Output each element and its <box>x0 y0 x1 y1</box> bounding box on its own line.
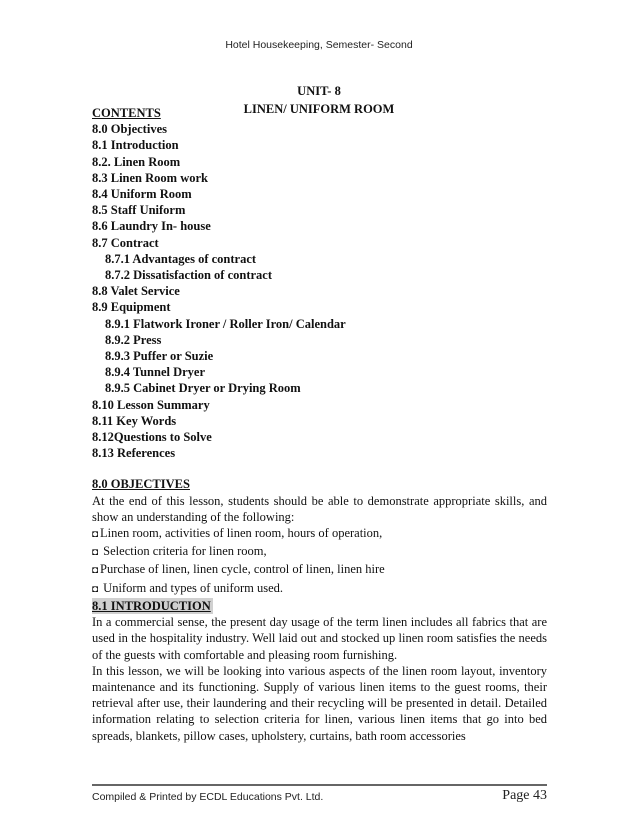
contents-item: 8.7 Contract <box>92 235 159 250</box>
footer-divider <box>92 784 547 786</box>
bullet-mark-icon: ◘ <box>92 547 99 559</box>
objective-bullet-text: Linen room, activities of linen room, hours of operation, <box>100 526 383 541</box>
contents-heading: CONTENTS <box>92 106 161 120</box>
objective-bullet-text: Selection criteria for linen room, <box>100 544 267 559</box>
objective-bullet <box>92 543 547 561</box>
bullet-mark-icon: ◘ <box>92 583 99 595</box>
objectives-intro: At the end of this lesson, students should be able to demonstrate appropriate skills, and show an understanding of the following: <box>92 493 547 524</box>
contents-item: 8.5 Staff Uniform <box>92 203 186 218</box>
objective-bullet-text: Purchase of linen, linen cycle, control of linen, linen hire <box>100 562 385 577</box>
unit-number: UNIT- 8 <box>297 84 341 98</box>
objectives-heading: 8.0 OBJECTIVES <box>92 477 190 492</box>
contents-item: 8.9.3 Puffer or Suzie <box>105 349 214 364</box>
page-number: Page 43 <box>502 788 547 803</box>
contents-item: 8.13 References <box>92 446 176 461</box>
contents-item: 8.2. Linen Room <box>92 154 181 169</box>
contents-list <box>92 121 547 461</box>
contents-item: 8.7.2 Dissatisfaction of contract <box>105 268 272 283</box>
objectives-bullets <box>92 525 547 598</box>
introduction-para-1: In a commercial sense, the present day usage of the term linen includes all fabrics that are used in the hospitality industry. Well laid out and stocked up linen room satisfies the needs of the guests with comfortable and pleasing room furnishing. <box>92 615 547 662</box>
bullet-mark-icon: ◘ <box>92 529 99 541</box>
contents-item: 8.9.5 Cabinet Dryer or Drying Room <box>105 381 301 396</box>
objective-bullet-text: Uniform and types of uniform used. <box>100 580 283 595</box>
contents-item: 8.0 Objectives <box>92 122 167 137</box>
contents-item: 8.3 Linen Room work <box>92 170 208 185</box>
contents-item: 8.7.1 Advantages of contract <box>105 251 257 266</box>
contents-item: 8.6 Laundry In- house <box>92 219 211 234</box>
page-content <box>92 105 547 744</box>
contents-item: 8.9 Equipment <box>92 300 171 315</box>
contents-item: 8.10 Lesson Summary <box>92 397 210 412</box>
objective-bullet <box>92 561 547 579</box>
contents-item: 8.4 Uniform Room <box>92 187 192 202</box>
objective-bullet <box>92 525 547 543</box>
introduction-heading: 8.1 INTRODUCTION <box>92 598 211 613</box>
contents-item: 8.11 Key Words <box>92 413 177 428</box>
running-header: Hotel Housekeeping, Semester- Second <box>225 39 413 51</box>
objective-bullet <box>92 580 547 598</box>
contents-item: 8.9.2 Press <box>105 332 162 347</box>
contents-item: 8.12Questions to Solve <box>92 430 212 445</box>
contents-item: 8.9.4 Tunnel Dryer <box>105 365 206 380</box>
footer-publisher: Compiled & Printed by ECDL Educations Pvt. Ltd. <box>92 791 324 803</box>
introduction-para-2: In this lesson, we will be looking into various aspects of the linen room layout, inventory maintenance and its functioning. Supply of various linen items to the guest rooms, their retrieval after use, their laundering and their recycling will be presented in detail. Detailed information relating to selection criteria for linen, various linen items that go into bed spreads, blankets, pillow cases, upholstery, curtains, bath room accessories <box>92 663 547 743</box>
contents-item: 8.9.1 Flatwork Ironer / Roller Iron/ Calendar <box>105 316 346 331</box>
contents-item: 8.8 Valet Service <box>92 284 180 299</box>
unit-name: LINEN/ UNIFORM ROOM <box>243 102 395 116</box>
bullet-mark-icon: ◘ <box>92 565 99 577</box>
contents-item: 8.1 Introduction <box>92 138 179 153</box>
